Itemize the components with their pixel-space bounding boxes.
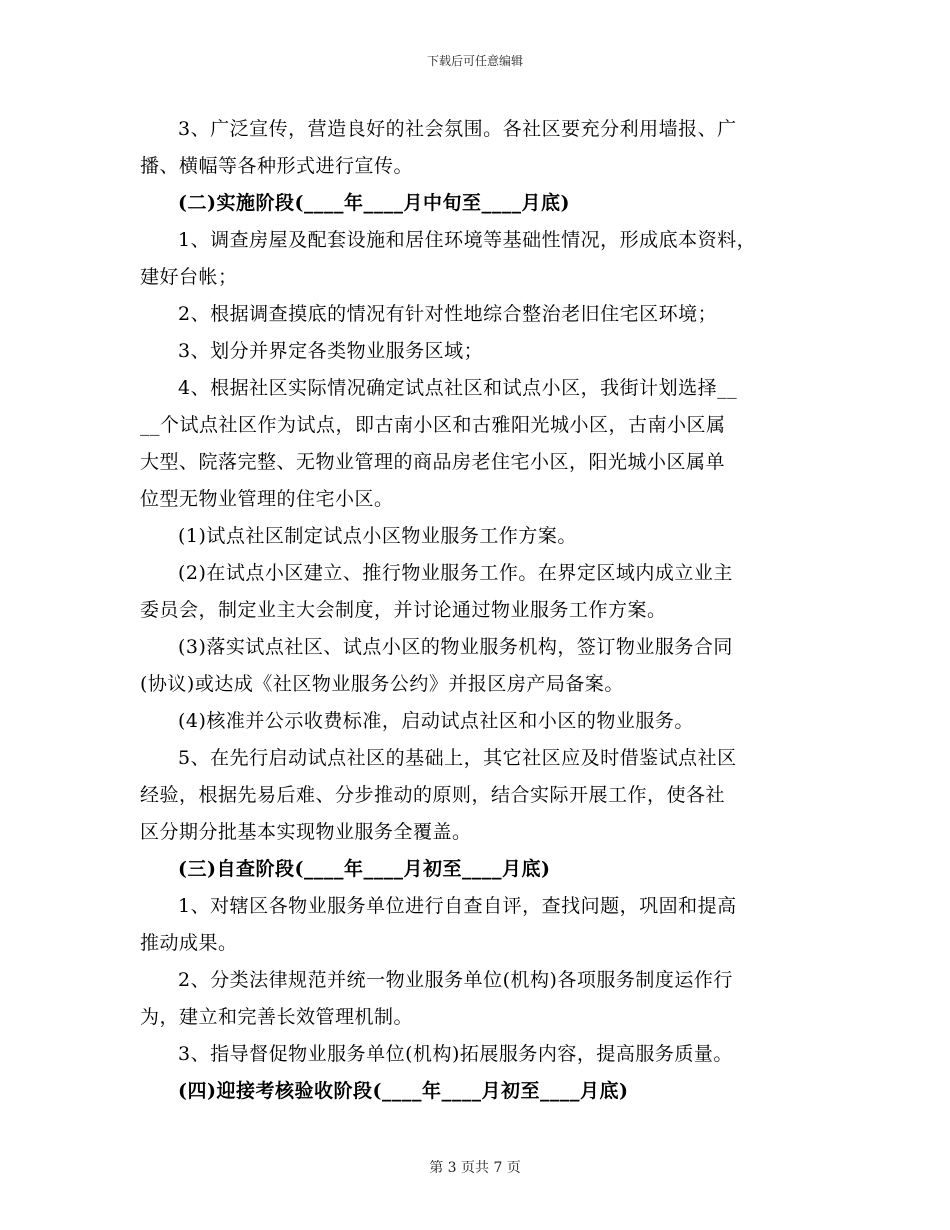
- page-footer: 第 3 页共 7 页: [429, 1160, 521, 1176]
- paragraph: [140, 1036, 812, 1073]
- text-line: 经验，根据先易后难、分步推动的原则，结合实际开展工作，使各社: [140, 784, 726, 806]
- page-header: 下载后可任意编辑: [426, 54, 523, 68]
- text-line: (2)在试点小区建立、推行物业服务工作。在界定区域内成立业主: [178, 562, 733, 584]
- text-line: 推动成果。: [140, 932, 238, 954]
- text-line: 为，建立和完善长效管理机制。: [140, 1006, 414, 1028]
- paragraph: [140, 222, 812, 296]
- section-heading: [140, 851, 812, 888]
- text-line: 4、根据社区实际情况确定试点社区和试点小区，我街计划选择__: [178, 377, 738, 399]
- paragraph: [140, 296, 812, 333]
- text-line: __个试点社区作为试点，即古南小区和古雅阳光城小区，古南小区属: [140, 414, 726, 436]
- text-line: 播、横幅等各种形式进行宣传。: [140, 155, 414, 177]
- document-body: [140, 111, 812, 1110]
- text-line: (1)试点社区制定试点小区物业服务工作方案。: [178, 525, 577, 547]
- text-line: 5、在先行启动试点社区的基础上，其它社区应及时借鉴试点社区: [178, 747, 737, 769]
- text-line: (3)落实试点社区、试点小区的物业服务机构，签订物业服务合同: [178, 636, 733, 658]
- paragraph: [140, 703, 812, 740]
- text-line: (协议)或达成《社区物业服务公约》并报区房产局备案。: [140, 673, 624, 695]
- paragraph: [140, 518, 812, 555]
- text-line: 区分期分批基本实现物业服务全覆盖。: [140, 821, 472, 843]
- text-line: 位型无物业管理的住宅小区。: [140, 488, 394, 510]
- text-line: 大型、院落完整、无物业管理的商品房老住宅小区，阳光城小区属单: [140, 451, 726, 473]
- text-line: 3、划分并界定各类物业服务区域；: [178, 340, 484, 362]
- paragraph: [140, 740, 812, 851]
- text-line: 1、调查房屋及配套设施和居住环境等基础性情况，形成底本资料，: [178, 229, 757, 251]
- section-heading: [140, 185, 812, 222]
- paragraph: [140, 962, 812, 1036]
- text-line: 建好台帐；: [140, 266, 238, 288]
- text-line: 1、对辖区各物业服务单位进行自查自评，查找问题，巩固和提高: [178, 895, 737, 917]
- paragraph: [140, 370, 812, 518]
- text-line: 3、广泛宣传，营造良好的社会氛围。各社区要充分利用墙报、广: [178, 118, 737, 140]
- text-line: (二)实施阶段(____年____月中旬至____月底): [178, 192, 570, 214]
- paragraph: [140, 888, 812, 962]
- text-line: (三)自查阶段(____年____月初至____月底): [178, 858, 551, 880]
- paragraph: [140, 555, 812, 629]
- text-line: 2、根据调查摸底的情况有针对性地综合整治老旧住宅区环境；: [178, 303, 718, 325]
- text-line: 2、分类法律规范并统一物业服务单位(机构)各项服务制度运作行: [178, 969, 733, 991]
- text-line: 3、指导督促物业服务单位(机构)拓展服务内容，提高服务质量。: [178, 1043, 733, 1065]
- paragraph: [140, 333, 812, 370]
- text-line: 委员会，制定业主大会制度，并讨论通过物业服务工作方案。: [140, 599, 667, 621]
- text-line: (4)核准并公示收费标准，启动试点社区和小区的物业服务。: [178, 710, 694, 732]
- section-heading: [140, 1073, 812, 1110]
- paragraph: [140, 629, 812, 703]
- text-line: (四)迎接考核验收阶段(____年____月初至____月底): [178, 1080, 629, 1102]
- paragraph: [140, 111, 812, 185]
